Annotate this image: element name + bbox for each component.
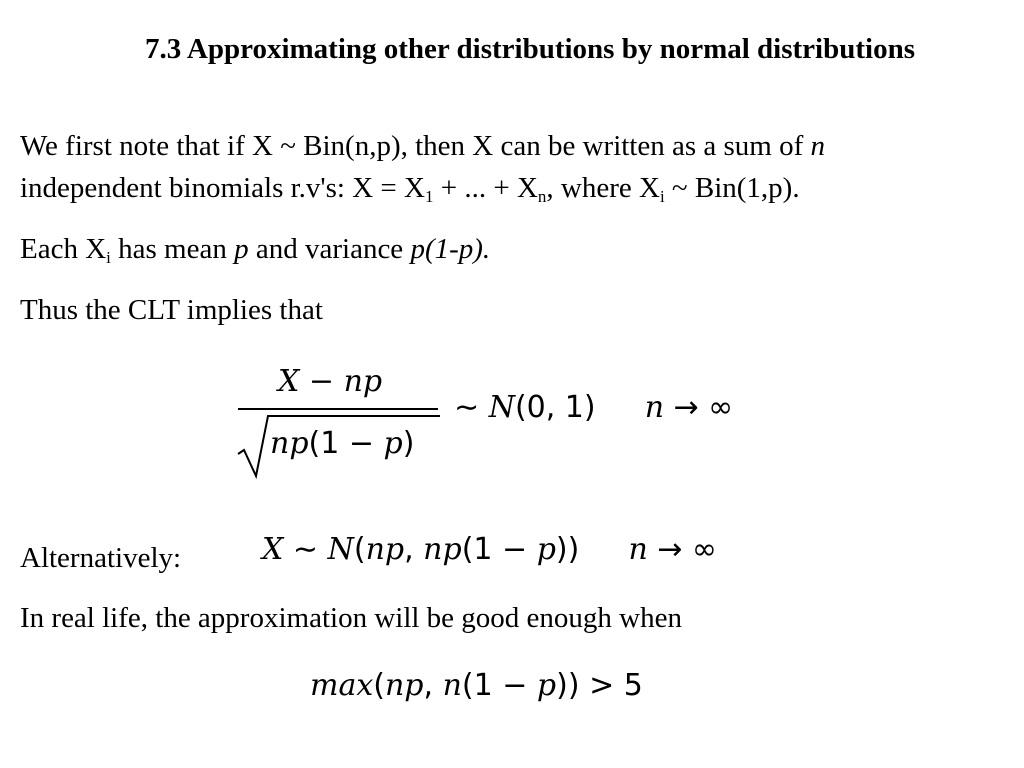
- paragraph-mean-variance: [20, 229, 490, 269]
- infinity-symbol: ∞: [708, 390, 734, 425]
- text: Each X: [20, 233, 107, 265]
- var-p: p: [234, 233, 249, 265]
- math-comma: ,: [423, 668, 443, 703]
- math-comma: ,: [404, 532, 424, 567]
- var-n: n: [810, 130, 826, 162]
- math-args: (0, 1): [514, 390, 596, 425]
- sim-symbol: ∼: [292, 532, 319, 567]
- paragraph-clt: Thus the CLT implies that: [20, 294, 323, 326]
- math-p: p: [383, 426, 403, 461]
- text: and variance: [248, 233, 411, 265]
- paragraph-real-life: In real life, the approximation will be good enough when: [20, 602, 682, 634]
- text: , where X: [546, 172, 660, 204]
- formula-numerator: X − np: [278, 364, 383, 399]
- math-n: n: [628, 532, 648, 567]
- math-np: np: [384, 668, 424, 703]
- text: We first note that if X ~ Bin(n,p), then X can be written as a sum of: [20, 130, 811, 162]
- math-close: )): [556, 668, 580, 703]
- math-np: np: [270, 426, 309, 461]
- subscript: i: [106, 248, 111, 267]
- text: independent binomials r.v's: X = X: [20, 172, 425, 204]
- math-open: (: [373, 668, 385, 703]
- arrow-symbol: →: [657, 532, 683, 567]
- math-p: p: [536, 668, 557, 703]
- math-n: n: [442, 668, 462, 703]
- math-paren: (1 −: [461, 532, 537, 567]
- math-open: (: [353, 532, 366, 567]
- math-five: 5: [623, 668, 643, 703]
- paragraph-binomial-sum-line1: [20, 126, 825, 166]
- formula-alternative: [262, 532, 717, 567]
- slide-title: 7.3 Approximating other distributions by normal distributions: [145, 33, 915, 65]
- math-X: X: [262, 532, 284, 567]
- math-close: ): [402, 426, 415, 461]
- subscript: i: [659, 187, 665, 206]
- math-close: )): [555, 532, 580, 567]
- text: + ... + X: [433, 172, 538, 204]
- paragraph-binomial-sum-line2: [20, 168, 800, 208]
- math-paren: (1 −: [308, 426, 384, 461]
- formula-rule-of-thumb: [310, 668, 643, 703]
- math-max: max: [310, 668, 374, 703]
- arrow-symbol: →: [673, 390, 699, 425]
- alternatively-label: Alternatively:: [20, 542, 182, 574]
- text: has mean: [110, 233, 235, 265]
- math-np: np: [365, 532, 405, 567]
- math-np: np: [423, 532, 462, 567]
- text: ~ Bin(1,p).: [664, 172, 800, 204]
- var-variance: p(1-p).: [410, 233, 491, 265]
- math-p: p: [536, 532, 556, 567]
- greater-than-symbol: >: [589, 668, 615, 703]
- math-N: N: [327, 532, 354, 567]
- math-n: n: [644, 390, 665, 425]
- formula-denominator: [270, 426, 414, 461]
- formula-rhs: [454, 390, 733, 425]
- sim-symbol: ∼: [454, 390, 480, 425]
- subscript: n: [537, 187, 547, 206]
- infinity-symbol: ∞: [692, 532, 717, 567]
- subscript: 1: [424, 187, 434, 206]
- math-N: N: [488, 390, 515, 425]
- math-paren: (1 −: [461, 668, 537, 703]
